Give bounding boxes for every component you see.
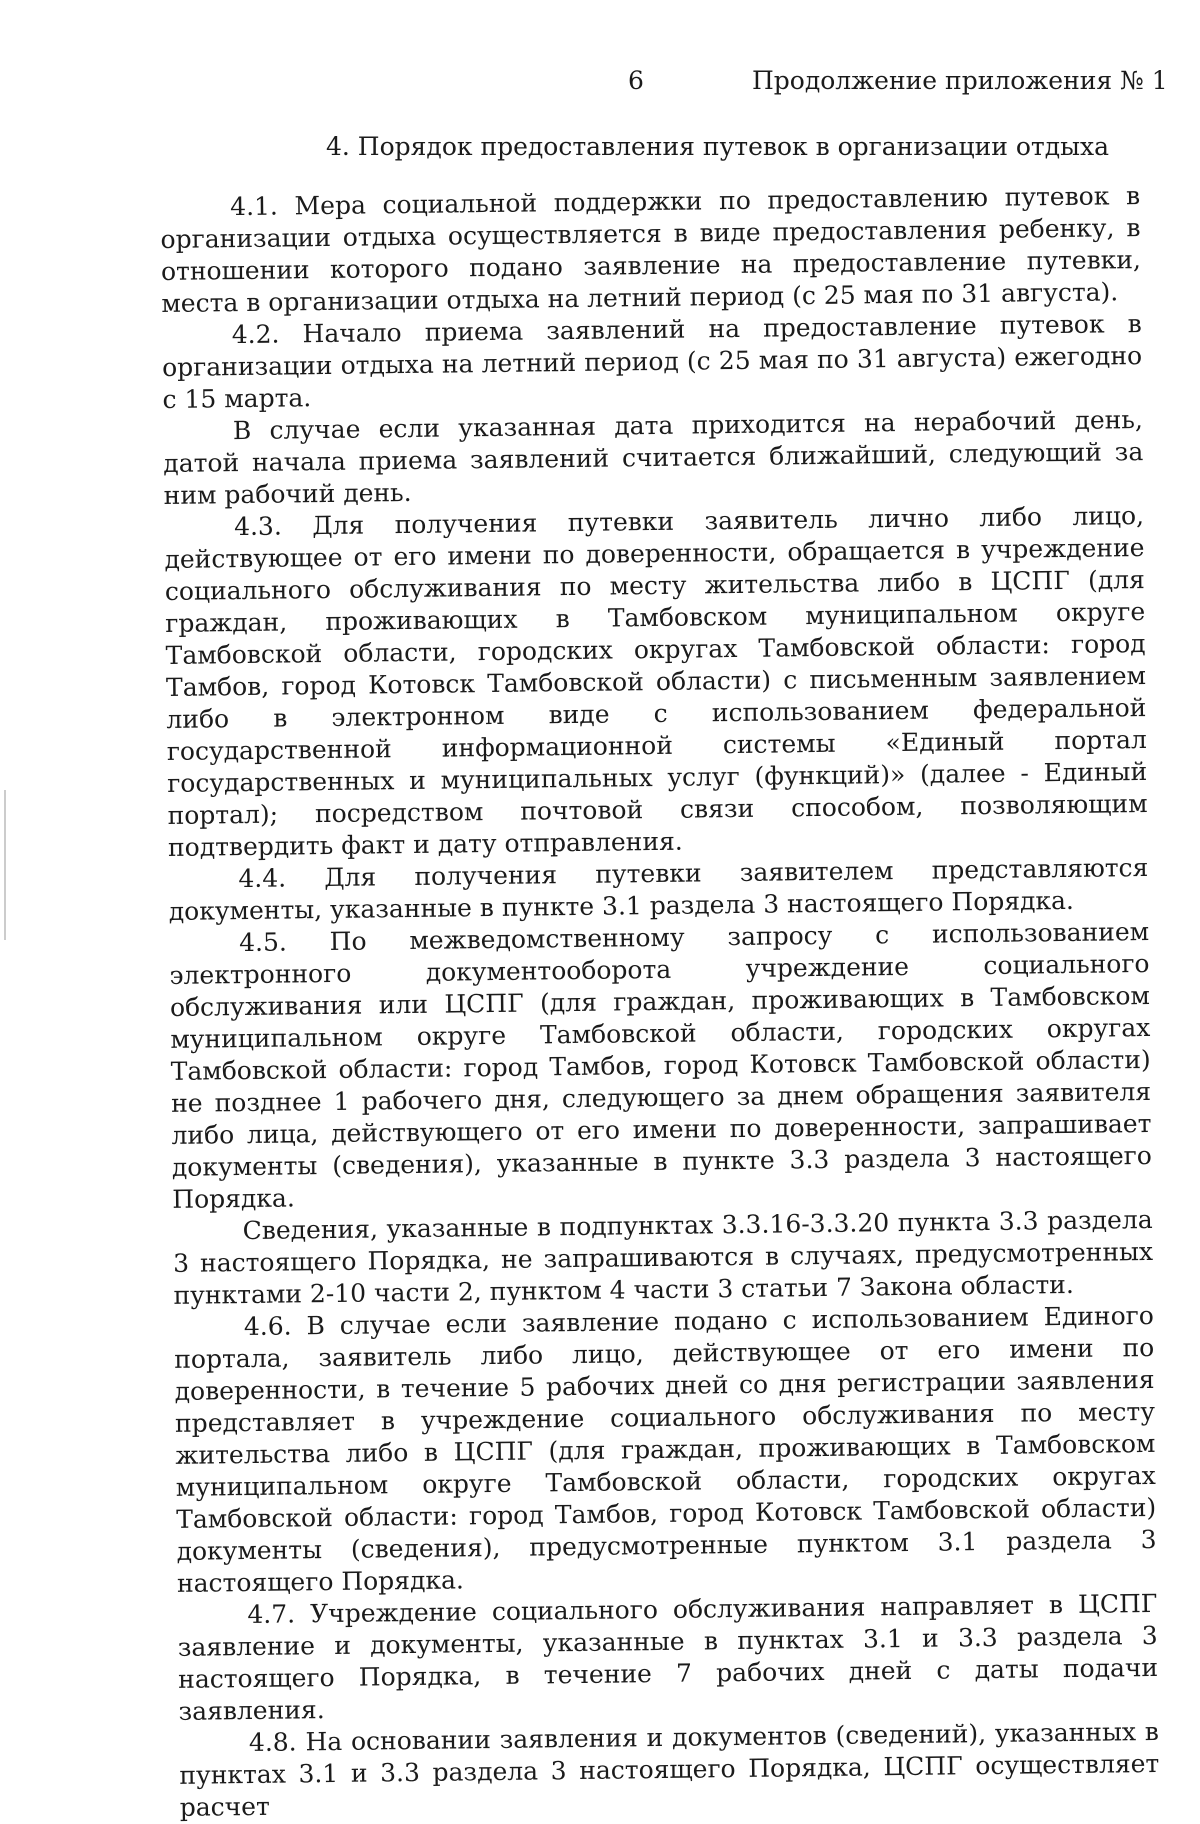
paragraph-4-4: 4.4. Для получения путевки заявителем представляются документы, указанные в пункте 3.1 раздела 3 настоящего Порядка. bbox=[168, 852, 1149, 926]
section-body bbox=[160, 180, 1160, 1824]
paragraph-4-2-note: В случае если указанная дата приходится на нерабочий день, датой начала приема заявлений считается ближайший, следующий за ним рабочий день. bbox=[163, 405, 1144, 510]
paragraph-4-7: 4.7. Учреждение социального обслуживания направляет в ЦСПГ заявление и документы, указанные в пунктах 3.1 и 3.3 раздела 3 настоящего Порядка, в течение 7 рабочих дней с даты подачи заявления. bbox=[177, 1588, 1159, 1726]
paragraph-4-8: 4.8. На основании заявления и документов (сведений), указанных в пунктах 3.1 и 3.3 раздела 3 настоящего Порядка, ЦСПГ осуществляет расчет bbox=[179, 1716, 1160, 1822]
paragraph-4-1: 4.1. Мера социальной поддержки по предоставлению путевок в организации отдыха осуществляется в виде предоставления ребенку, в отношении которого подано заявление на предоставление путевки, места в организации отдыха на летний период (с 25 мая по 31 августа). bbox=[160, 181, 1142, 318]
paragraph-4-6: 4.6. В случае если заявление подано с использованием Единого портала, заявитель либо лицо, действующее от его имени по доверенности, в течение 5 рабочих дней со дня регистрации заявления представляет в учреждение социального обслуживания по месту жительства либо в ЦСПГ (для граждан, проживающих в Тамбовском муниципальном округе Тамбовской области, городских округах Тамбовской области: город Тамбов, город Котовск Тамбовской области) документы (сведения), предусмотренные пунктом 3.1 раздела 3 настоящего Порядка. bbox=[174, 1300, 1157, 1598]
paragraph-4-5: 4.5. По межведомственному запросу с использованием электронного документооборота учреждение социального обслуживания или ЦСПГ (для граждан, проживающих в Тамбовском муниципальном округе Тамбовской области, городских округах Тамбовской области: город Тамбов, город Котовск Тамбовской области) не позднее 1 рабочего дня, следующего за днем обращения заявителя либо лица, действующего от его имени по доверенности, запрашивает документы (сведения), указанные в пункте 3.3 раздела 3 настоящего Порядка. bbox=[169, 916, 1153, 1214]
appendix-continuation-note: Продолжение приложения № 1 bbox=[752, 66, 1168, 95]
paragraph-4-3: 4.3. Для получения путевки заявитель лично либо лицо, действующее от его имени по доверенности, обращается в учреждение социального обслуживания по месту жительства либо в ЦСПГ (для граждан, проживающих в Тамбовском муниципальном округе Тамбовской области, городских округах Тамбовской области: город Тамбов, город Котовск Тамбовской области) с письменным заявлением либо в электронном виде с использованием федеральной государственной информационной системы «Единый портал государственных и муниципальных услуг (функций)» (далее - Единый портал); посредством почтовой связи способом, позволяющим подтвердить факт и дату отправления. bbox=[164, 501, 1148, 862]
paragraph-4-5-note: Сведения, указанные в подпунктах 3.3.16-3.3.20 пункта 3.3 раздела 3 настоящего Порядка, не запрашиваются в случаях, предусмотренных пунктами 2-10 части 2, пунктом 4 части 3 статьи 7 Закона области. bbox=[172, 1204, 1154, 1310]
section-title: 4. Порядок предоставления путевок в организации отдыха bbox=[326, 132, 1110, 161]
page-number: 6 bbox=[628, 66, 644, 95]
paragraph-4-2: 4.2. Начало приема заявлений на предоставление путевок в организации отдыха на летний период (с 25 мая по 31 августа) ежегодно с 15 марта. bbox=[161, 309, 1143, 414]
scan-edge-mark bbox=[4, 790, 6, 940]
